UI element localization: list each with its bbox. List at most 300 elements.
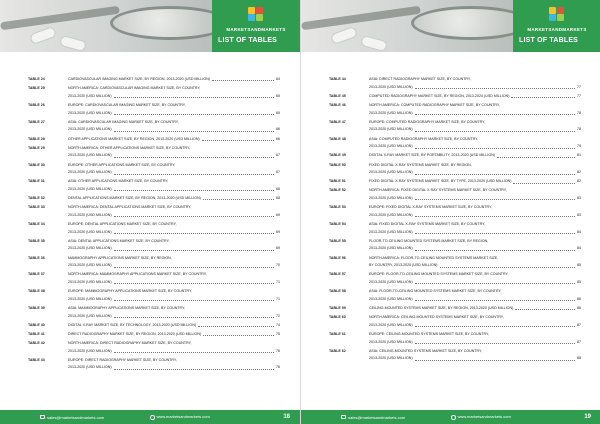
table-number: TABLE 60: [329, 315, 346, 320]
table-entry-body: [68, 255, 280, 270]
entry-page-number: 76: [276, 365, 280, 370]
table-number: TABLE 26: [28, 102, 45, 107]
dot-leader: [415, 279, 575, 284]
table-number: TABLE 46: [329, 102, 346, 107]
entry-title: EUROPE: FIXED DIGITAL X-RAY SYSTEMS MARKET SIZE, BY COUNTRY,: [369, 205, 493, 210]
table-entry[interactable]: [329, 76, 581, 91]
entry-line: [369, 331, 581, 339]
table-entry-body: [68, 340, 280, 355]
entry-page-number: 69: [276, 212, 280, 217]
table-entry-body: [369, 305, 581, 313]
entry-page-number: 65: [276, 93, 280, 98]
footer-email[interactable]: [341, 415, 405, 420]
entry-page-number: 79: [577, 144, 581, 149]
entry-line: [68, 322, 280, 330]
entry-line: [369, 212, 581, 220]
entry-title: 2013-2020 (USD MILLION): [68, 93, 112, 98]
section-title: LIST OF TABLES: [218, 37, 278, 44]
entry-title: 2013-2020 (USD MILLION): [369, 339, 413, 344]
entry-line: [68, 110, 280, 118]
entry-page-number: 70: [276, 263, 280, 268]
table-entry[interactable]: [329, 178, 581, 186]
entry-page-number: 76: [276, 348, 280, 353]
entry-title: 2013-2020 (USD MILLION): [68, 127, 112, 132]
table-entry[interactable]: [28, 255, 280, 270]
entry-line: [68, 221, 280, 229]
entry-page-number: 67: [276, 170, 280, 175]
dot-leader: [515, 305, 575, 310]
table-entry-body: [369, 152, 581, 160]
entry-page-number: 86: [577, 305, 581, 310]
entry-page-number: 67: [276, 153, 280, 158]
table-entry[interactable]: [28, 357, 280, 372]
table-number: TABLE 56: [329, 255, 346, 260]
entry-line: [68, 162, 280, 170]
table-number: TABLE 25: [28, 86, 45, 91]
entry-page-number: 87: [577, 339, 581, 344]
dot-leader: [203, 195, 274, 200]
table-number: TABLE 49: [329, 153, 346, 158]
table-entry[interactable]: [28, 322, 280, 330]
entry-title: 2013-2020 (USD MILLION): [369, 296, 413, 301]
table-entry[interactable]: [28, 145, 280, 160]
dot-leader: [415, 84, 575, 89]
entry-title: ASIA: CEILING-MOUNTED SYSTEMS MARKET SIZE, BY COUNTRY,: [369, 348, 482, 353]
table-entry[interactable]: [28, 271, 280, 286]
table-entry-body: [68, 204, 280, 219]
mail-icon: [40, 415, 45, 419]
entry-line: [369, 221, 581, 229]
mail-icon: [341, 415, 346, 419]
stethoscope-tube-image: [301, 6, 421, 31]
table-entry[interactable]: [28, 204, 280, 219]
entry-line: [369, 169, 581, 177]
table-entry[interactable]: [329, 238, 581, 253]
table-entry[interactable]: [329, 255, 581, 270]
table-entry[interactable]: [28, 195, 280, 203]
table-number: TABLE 57: [329, 272, 346, 277]
table-entry[interactable]: [329, 136, 581, 151]
entry-line: [68, 279, 280, 287]
table-entry[interactable]: [329, 348, 581, 363]
table-entry-body: [369, 348, 581, 363]
stethoscope-tube-image: [0, 6, 120, 31]
entry-title: 2013-2020 (USD MILLION): [68, 365, 112, 370]
entry-page-number: 86: [577, 296, 581, 301]
table-list: [28, 76, 280, 372]
entry-line: [369, 126, 581, 134]
entry-line: [369, 305, 581, 313]
entry-line: [369, 322, 581, 330]
page-number: 18: [283, 414, 290, 420]
dot-leader: [415, 169, 575, 174]
right-page: [300, 0, 600, 424]
entry-page-number: 64: [276, 77, 280, 81]
dot-leader: [203, 331, 274, 336]
table-number: TABLE 42: [28, 341, 45, 346]
table-entry-body: [369, 136, 581, 151]
table-entry-body: [68, 119, 280, 134]
dot-leader: [202, 136, 274, 141]
entry-line: [369, 348, 581, 356]
entry-title: 2013-2020 (USD MILLION): [369, 322, 413, 327]
table-entry-body: [68, 357, 280, 372]
entry-line: [68, 255, 280, 263]
table-number: TABLE 54: [329, 222, 346, 227]
entry-line: [369, 187, 581, 195]
page-footer: [0, 410, 300, 424]
entry-page-number: 85: [577, 263, 581, 268]
entry-page-number: 66: [276, 127, 280, 132]
entry-page-number: 66: [276, 136, 280, 141]
table-number: TABLE 59: [329, 305, 346, 310]
table-number: TABLE 48: [329, 136, 346, 141]
entry-line: [68, 186, 280, 194]
entry-line: [68, 364, 280, 372]
entry-title: 2013-2020 (USD MILLION): [369, 196, 413, 201]
entry-line: [68, 119, 280, 127]
pill-image: [29, 26, 57, 45]
entry-line: [369, 314, 581, 322]
table-entry-body: [68, 288, 280, 303]
entry-title: NORTH AMERICA: CARDIOVASCULAR IMAGING MARKET SIZE, BY COUNTRY,: [68, 86, 201, 91]
table-number: TABLE 47: [329, 119, 346, 124]
dot-leader: [114, 348, 274, 353]
entry-page-number: 68: [276, 196, 280, 201]
dot-leader: [114, 126, 274, 131]
entry-page-number: 81: [577, 153, 581, 158]
dot-leader: [114, 313, 274, 318]
entry-line: [369, 296, 581, 304]
email-text: sales@marketsandmarkets.com: [47, 414, 105, 420]
table-entry[interactable]: [28, 76, 280, 84]
entry-title: OTHER APPLICATIONS MARKET SIZE, BY REGION, 2013-2020 (USD MILLION): [68, 136, 200, 141]
table-entry[interactable]: [28, 305, 280, 320]
entry-title: EUROPE: MAMMOGRAPHY APPLICATIONS MARKET SIZE, BY COUNTRY,: [68, 289, 193, 294]
entry-title: DIRECT RADIOGRAPHY MARKET SIZE, BY REGION, 2013-2020 (USD MILLION): [68, 331, 202, 336]
entry-line: [68, 271, 280, 279]
entry-title: ASIA: DENTAL APPLICATIONS MARKET SIZE, BY COUNTRY,: [68, 238, 170, 243]
footer-website[interactable]: [150, 414, 210, 419]
entry-line: [369, 84, 581, 92]
entry-title: 2013-2020 (USD MILLION): [68, 153, 112, 158]
entry-title: FIXED DIGITAL X-RAY SYSTEMS MARKET SIZE, BY TYPE, 2013-2020 (USD MILLION): [369, 179, 512, 184]
entry-title: 2013-2020 (USD MILLION): [369, 144, 413, 149]
entry-line: [369, 229, 581, 237]
header-banner: [301, 0, 600, 52]
table-entry[interactable]: [28, 238, 280, 253]
table-number: TABLE 38: [28, 289, 45, 294]
table-entry-body: [369, 221, 581, 236]
table-number: TABLE 52: [329, 188, 346, 193]
table-number: TABLE 36: [28, 255, 45, 260]
table-number: TABLE 41: [28, 331, 45, 336]
entry-title: 2013-2020 (USD MILLION): [369, 356, 413, 361]
table-entry[interactable]: [329, 93, 581, 101]
entry-title: EUROPE: FLOOR-TO-CEILING MOUNTED SYSTEMS MARKET SIZE, BY COUNTRY,: [369, 272, 509, 277]
table-entry-body: [369, 204, 581, 219]
table-entry[interactable]: [28, 221, 280, 236]
entry-page-number: 78: [577, 110, 581, 115]
table-entry-body: [369, 76, 581, 91]
entry-title: 2013-2020 (USD MILLION): [68, 110, 112, 115]
entry-title: NORTH AMERICA: DIRECT RADIOGRAPHY MARKET SIZE, BY COUNTRY,: [68, 341, 192, 346]
entry-title: CEILING-MOUNTED SYSTEMS MARKET SIZE, BY REGION, 2013-2020 (USD MILLION): [369, 305, 514, 310]
entry-title: FIXED DIGITAL X-RAY SYSTEMS MARKET SIZE, BY REGION,: [369, 162, 472, 167]
globe-icon: [451, 415, 456, 420]
dot-leader: [114, 262, 274, 267]
entry-title: 2013-2020 (USD MILLION): [68, 246, 112, 251]
entry-line: [68, 348, 280, 356]
table-entry[interactable]: [28, 102, 280, 117]
table-entry-body: [369, 119, 581, 134]
entry-page-number: 71: [276, 296, 280, 301]
table-number: TABLE 31: [28, 179, 45, 184]
table-entry-body: [68, 238, 280, 253]
website-text: www.marketsandmarkets.com: [457, 414, 511, 420]
entry-line: [68, 331, 280, 339]
entry-page-number: 77: [577, 84, 581, 89]
entry-line: [68, 195, 280, 203]
entry-line: [369, 76, 581, 84]
table-entry-body: [68, 322, 280, 330]
table-number: TABLE 51: [329, 179, 346, 184]
table-entry[interactable]: [28, 119, 280, 134]
entry-line: [369, 110, 581, 118]
table-number: TABLE 24: [28, 77, 45, 81]
table-entry-body: [369, 93, 581, 101]
dot-leader: [415, 296, 575, 301]
entry-title: ASIA: CARDIOVASCULAR IMAGING MARKET SIZE, BY COUNTRY,: [68, 119, 179, 124]
entry-page-number: 85: [577, 279, 581, 284]
entry-line: [68, 76, 280, 84]
table-entry[interactable]: [329, 187, 581, 202]
table-entry-body: [369, 178, 581, 186]
table-entry-body: [369, 238, 581, 253]
table-entry[interactable]: [329, 331, 581, 346]
section-title: LIST OF TABLES: [519, 37, 579, 44]
table-entry-body: [68, 136, 280, 144]
entry-line: [369, 288, 581, 296]
table-entry-body: [68, 178, 280, 193]
table-number: TABLE 27: [28, 119, 45, 124]
entry-title: EUROPE: COMPUTED RADIOGRAPHY MARKET SIZE, BY COUNTRY,: [369, 119, 486, 124]
entry-line: [369, 136, 581, 144]
pill-image: [330, 26, 358, 45]
entry-page-number: 88: [577, 356, 581, 361]
table-number: TABLE 53: [329, 205, 346, 210]
table-number: TABLE 43: [28, 357, 45, 362]
logo-icon: [248, 7, 264, 21]
entry-line: [369, 255, 581, 263]
website-text: www.marketsandmarkets.com: [156, 414, 210, 420]
table-entry-body: [68, 162, 280, 177]
section-tag: [513, 0, 600, 52]
entry-page-number: 78: [577, 127, 581, 132]
table-entry[interactable]: [329, 305, 581, 313]
entry-page-number: 74: [276, 322, 280, 327]
page-number: 19: [584, 414, 591, 420]
table-entry[interactable]: [329, 221, 581, 236]
table-entry[interactable]: [28, 288, 280, 303]
table-entry[interactable]: [28, 136, 280, 144]
dot-leader: [114, 186, 274, 191]
dot-leader: [114, 93, 274, 98]
table-entry-body: [68, 85, 280, 100]
table-number: TABLE 61: [329, 331, 346, 336]
dot-leader: [415, 322, 575, 327]
table-entry-body: [68, 331, 280, 339]
dot-leader: [415, 195, 575, 200]
entry-line: [68, 262, 280, 270]
entry-line: [369, 262, 581, 270]
entry-title: 2013-2020 (USD MILLION): [369, 127, 413, 132]
table-entry-body: [369, 288, 581, 303]
entry-page-number: 75: [276, 331, 280, 336]
table-entry[interactable]: [329, 288, 581, 303]
pill-image: [59, 35, 87, 52]
entry-title: NORTH AMERICA: FIXED DIGITAL X-RAY SYSTEMS MARKET SIZE, BY COUNTRY,: [369, 188, 507, 193]
logo-icon: [549, 7, 565, 21]
table-number: TABLE 35: [28, 238, 45, 243]
dot-leader: [415, 229, 575, 234]
table-number: TABLE 29: [28, 145, 45, 150]
table-entry[interactable]: [28, 85, 280, 100]
entry-title: ASIA: FIXED DIGITAL X-RAY SYSTEMS MARKET SIZE, BY COUNTRY,: [369, 222, 486, 227]
table-entry[interactable]: [329, 314, 581, 329]
header-banner: [0, 0, 300, 52]
entry-line: [68, 145, 280, 153]
entry-title: DIGITAL X-RAY MARKET SIZE, BY PORTABILITY, 2013-2020 (USD MILLION): [369, 153, 495, 158]
entry-page-number: 84: [577, 246, 581, 251]
table-number: TABLE 34: [28, 222, 45, 227]
entry-line: [369, 178, 581, 186]
entry-line: [68, 178, 280, 186]
dot-leader: [415, 212, 575, 217]
table-entry[interactable]: [28, 178, 280, 193]
entry-title: 2013-2020 (USD MILLION): [369, 170, 413, 175]
entry-line: [369, 143, 581, 151]
table-entry-body: [68, 195, 280, 203]
table-entry[interactable]: [329, 204, 581, 219]
section-tag: [212, 0, 300, 52]
entry-title: DIGITAL X-RAY MARKET SIZE, BY TECHNOLOGY, 2013-2020 (USD MILLION): [68, 322, 197, 327]
dot-leader: [114, 279, 274, 284]
entry-line: [68, 313, 280, 321]
entry-title: ASIA: MAMMOGRAPHY APPLICATIONS MARKET SIZE, BY COUNTRY,: [68, 305, 186, 310]
entry-page-number: 82: [577, 170, 581, 175]
entry-title: 2013-2020 (USD MILLION): [68, 263, 112, 268]
entry-title: 2013-2020 (USD MILLION): [68, 348, 112, 353]
entry-page-number: 68: [276, 186, 280, 191]
table-entry[interactable]: [28, 162, 280, 177]
dot-leader: [415, 339, 575, 344]
table-entry[interactable]: [28, 331, 280, 339]
entry-line: [68, 126, 280, 134]
entry-line: [369, 119, 581, 127]
table-entry[interactable]: [329, 271, 581, 286]
entry-title: 2013-2020 (USD MILLION): [369, 110, 413, 115]
entry-page-number: 87: [577, 322, 581, 327]
table-entry[interactable]: [329, 162, 581, 177]
entry-title: NORTH AMERICA: OTHER APPLICATIONS MARKET SIZE, BY COUNTRY,: [68, 145, 191, 150]
brand-logo: [513, 7, 600, 32]
entry-line: [68, 245, 280, 253]
entry-line: [369, 339, 581, 347]
entry-title: NORTH AMERICA: COMPUTED RADIOGRAPHY MARKET SIZE, BY COUNTRY,: [369, 102, 500, 107]
entry-title: MAMMOGRAPHY APPLICATIONS MARKET SIZE, BY REGION,: [68, 255, 172, 260]
entry-title: COMPUTED RADIOGRAPHY MARKET SIZE, BY REGION, 2013-2020 (USD MILLION): [369, 93, 510, 98]
entry-title: ASIA: COMPUTED RADIOGRAPHY MARKET SIZE, BY COUNTRY,: [369, 136, 479, 141]
entry-line: [68, 204, 280, 212]
entry-line: [369, 102, 581, 110]
entry-line: [68, 93, 280, 101]
entry-line: [369, 271, 581, 279]
entry-title: EUROPE: OTHER APPLICATIONS MARKET SIZE, BY COUNTRY,: [68, 162, 176, 167]
table-entry[interactable]: [329, 102, 581, 117]
dot-leader: [415, 143, 575, 148]
entry-line: [68, 238, 280, 246]
dot-leader: [497, 152, 575, 157]
entry-line: [68, 229, 280, 237]
page-footer: [301, 410, 600, 424]
brand-logo: [212, 7, 300, 32]
table-number: TABLE 32: [28, 196, 45, 201]
entry-title: EUROPE: CARDIOVASCULAR IMAGING MARKET SIZE, BY COUNTRY,: [68, 102, 186, 107]
brand-name: MARKETSANDMARKETS: [527, 27, 587, 32]
entry-line: [369, 152, 581, 160]
pill-image: [360, 35, 388, 52]
entry-title: CARDIOVASCULAR IMAGING MARKET SIZE, BY REGION, 2013-2020 (USD MILLION): [68, 77, 210, 81]
dot-leader: [415, 110, 575, 115]
table-entry[interactable]: [329, 119, 581, 134]
entry-line: [68, 85, 280, 93]
entry-line: [68, 152, 280, 160]
dot-leader: [114, 110, 274, 115]
entry-line: [369, 195, 581, 203]
entry-title: ASIA: OTHER APPLICATIONS MARKET SIZE, BY COUNTRY,: [68, 179, 169, 184]
entry-title: 2013-2020 (USD MILLION): [68, 296, 112, 301]
dot-leader: [114, 169, 274, 174]
entry-line: [369, 279, 581, 287]
table-entry-body: [68, 271, 280, 286]
entry-title: 2013-2020 (USD MILLION): [68, 170, 112, 175]
entry-page-number: 83: [577, 212, 581, 217]
table-entry[interactable]: [28, 340, 280, 355]
entry-page-number: 82: [577, 179, 581, 184]
table-entry-body: [369, 255, 581, 270]
table-entry-body: [369, 331, 581, 346]
footer-email[interactable]: [40, 415, 104, 420]
entry-page-number: 69: [276, 229, 280, 234]
entry-title: 2013-2020 (USD MILLION): [68, 279, 112, 284]
brand-name: MARKETSANDMARKETS: [226, 27, 286, 32]
entry-title: 2013-2020 (USD MILLION): [68, 186, 112, 191]
table-entry-body: [68, 145, 280, 160]
dot-leader: [440, 262, 575, 267]
table-entry[interactable]: [329, 152, 581, 160]
entry-page-number: 83: [577, 196, 581, 201]
footer-website[interactable]: [451, 414, 511, 419]
table-number: TABLE 45: [329, 93, 346, 98]
entry-title: EUROPE: DIRECT RADIOGRAPHY MARKET SIZE, BY COUNTRY,: [68, 357, 177, 362]
globe-icon: [150, 415, 155, 420]
entry-line: [68, 357, 280, 365]
entry-line: [68, 136, 280, 144]
dot-leader: [415, 126, 575, 131]
table-entry-body: [369, 187, 581, 202]
entry-title: DENTAL APPLICATIONS MARKET SIZE, BY REGION, 2013-2020 (USD MILLION): [68, 196, 201, 201]
